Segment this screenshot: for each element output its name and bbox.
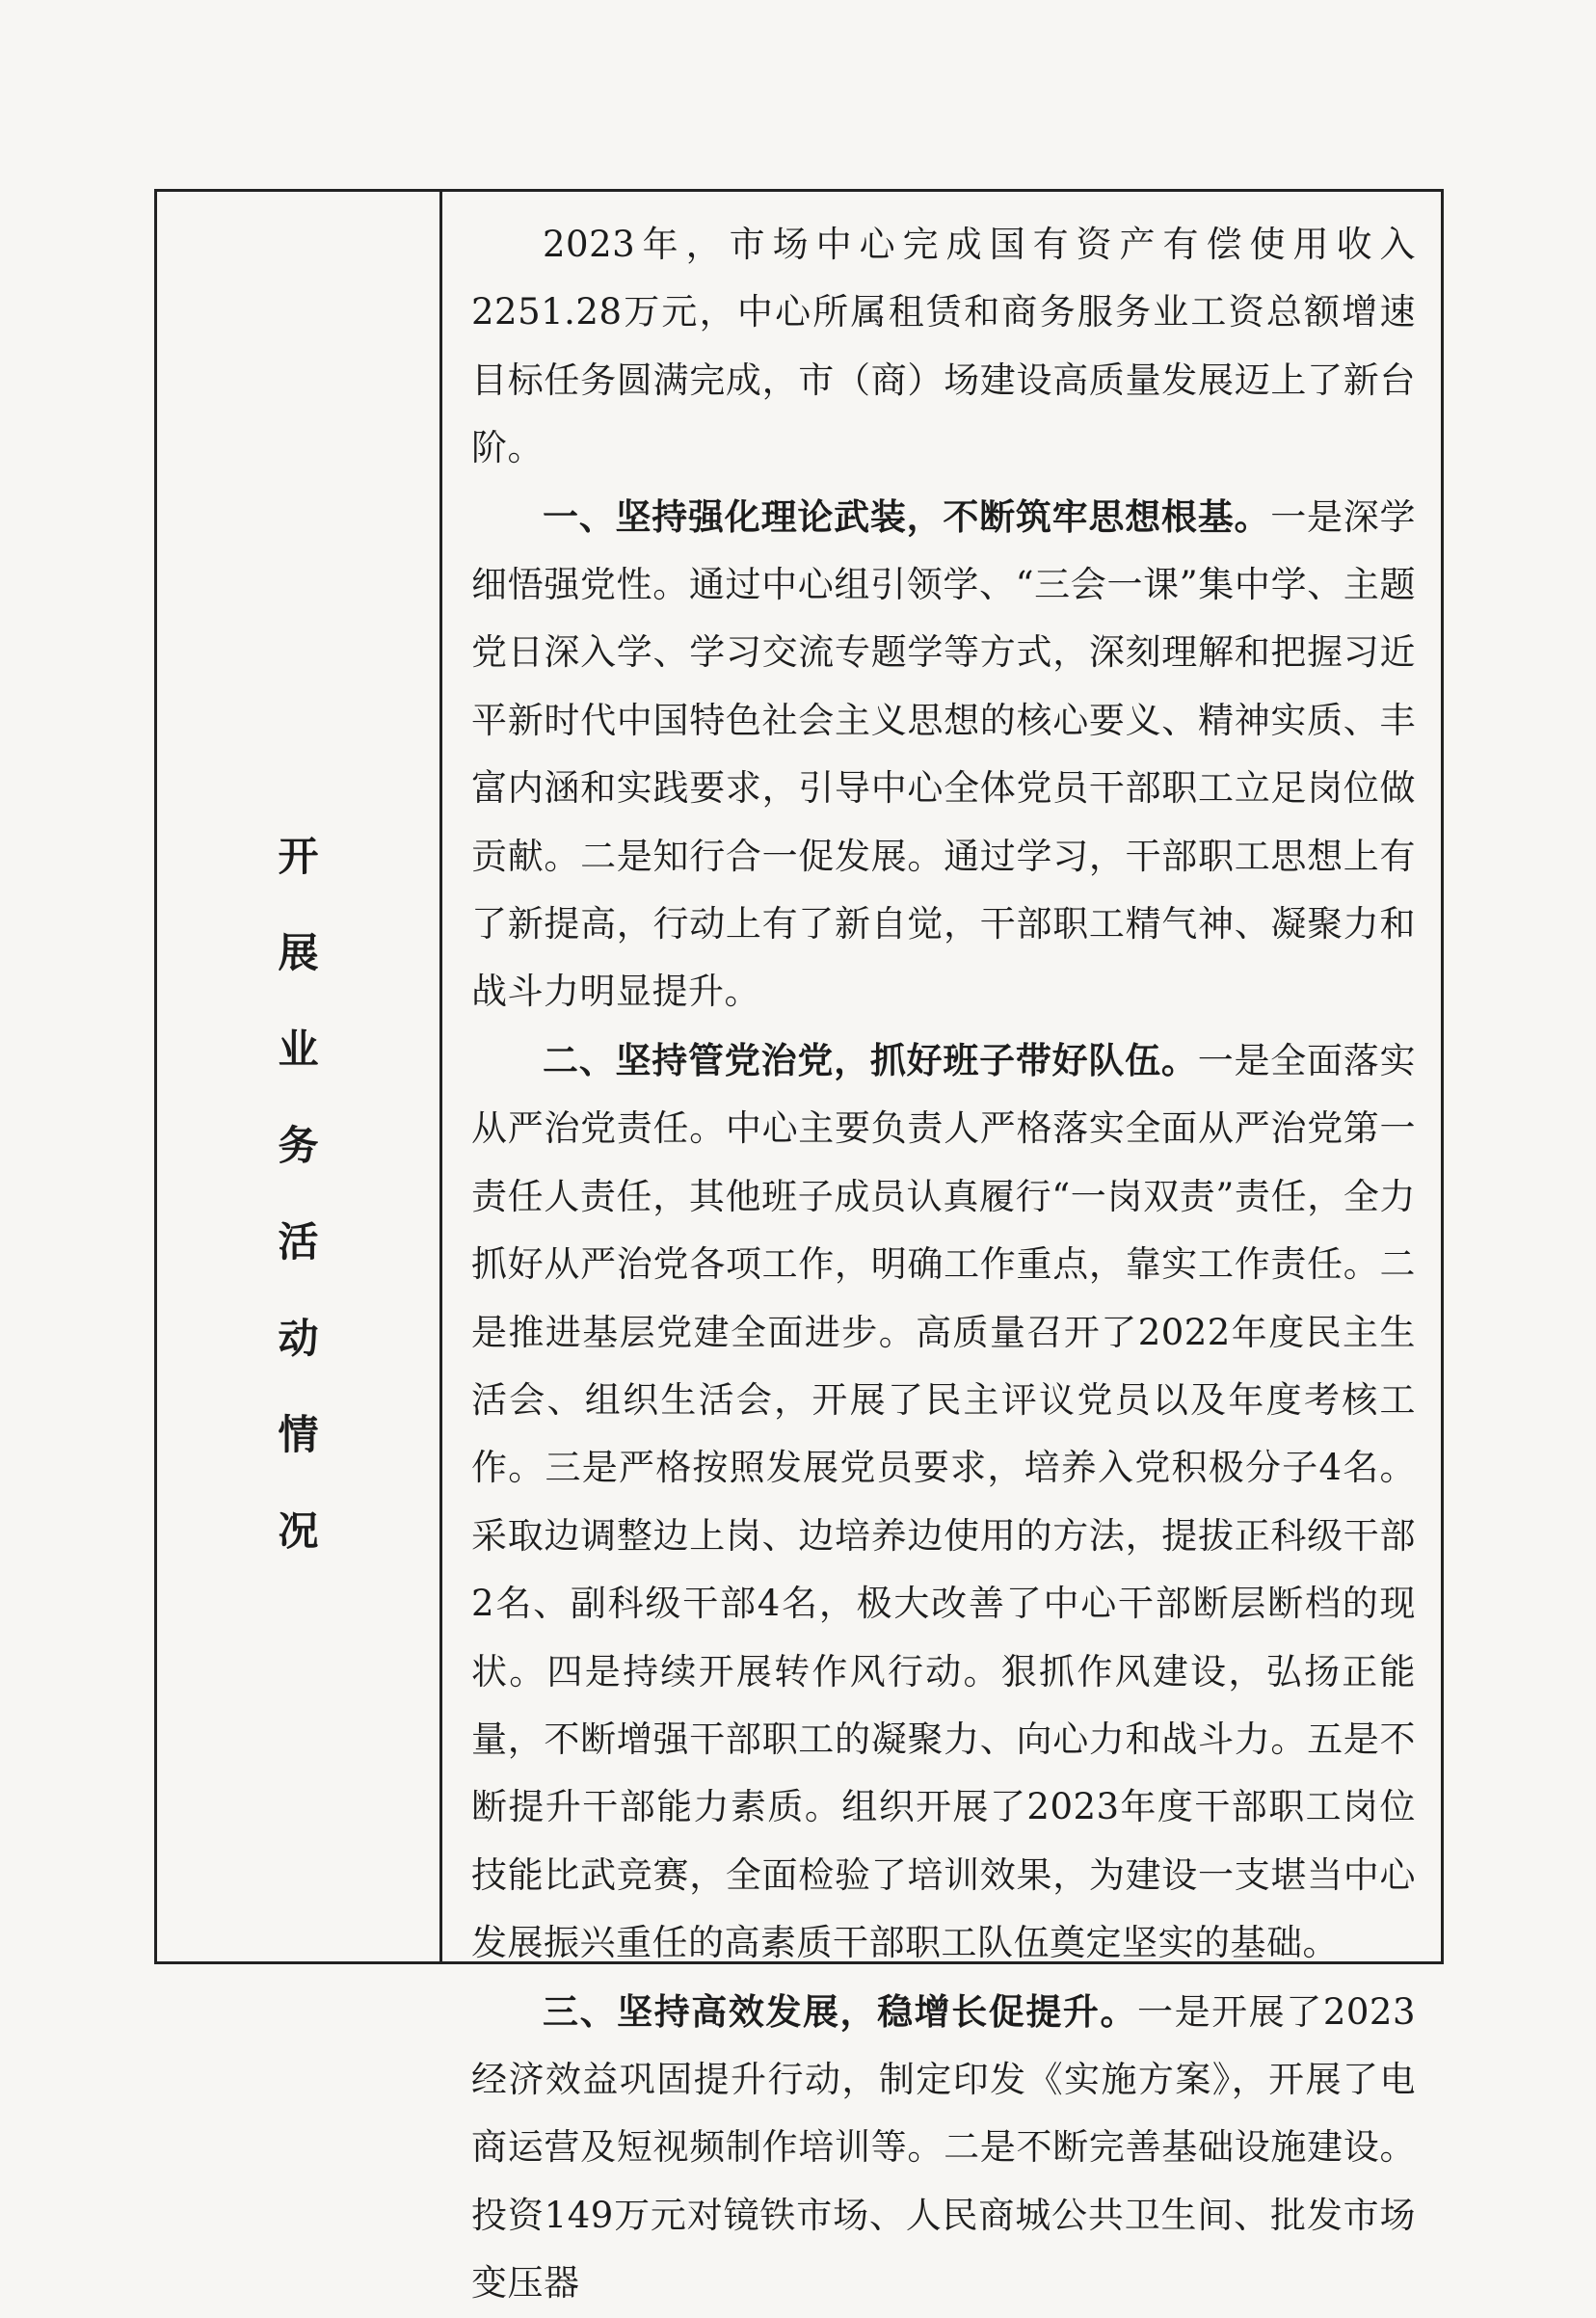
content-cell — [442, 192, 1441, 2305]
label-char: 动 — [278, 1315, 319, 1362]
label-char: 活 — [278, 1218, 319, 1266]
paragraph-text: 一是开展了2023经济效益巩固提升行动，制定印发《实施方案》，开展了电商运营及短视频制作培训等。二是不断完善基础设施建设。投资149万元对镜铁市场、人民商城公共卫生间、批发市场变压器 — [471, 1990, 1416, 2305]
paragraph-party — [471, 1026, 1416, 1978]
label-char: 业 — [278, 1026, 319, 1073]
label-char: 展 — [278, 929, 319, 976]
paragraph-theory — [471, 483, 1416, 1026]
section-label — [157, 809, 439, 1580]
form-table — [154, 189, 1444, 2305]
label-cell — [157, 192, 442, 1961]
paragraph-text: 一是全面落实从严治党责任。中心主要负责人严格落实全面从严治党第一责任人责任，其他班子成员认真履行“一岗双责”责任，全力抓好从严治党各项工作，明确工作重点，靠实工作责任。二是推进基层党建全面进步。高质量召开了2022年度民主生活会、组织生活会，开展了民主评议党员以及年度考核工作。三是严格按照发展党员要求，培养入党积极分子4名。采取边调整边上岗、边培养边使用的方法，提拔正科级干部2名、副科级干部4名，极大改善了中心干部断层断档的现状。四是持续开展转作风行动。狠抓作风建设，弘扬正能量，不断增强干部职工的凝聚力、向心力和战斗力。五是不断提升干部能力素质。组织开展了2023年度干部职工岗位技能比武竞赛，全面检验了培训效果，为建设一支堪当中心发展振兴重任的高素质干部职工队伍奠定坚实的基础。 — [471, 1039, 1417, 1964]
label-char: 情 — [278, 1411, 319, 1458]
paragraph-development — [471, 1978, 1416, 2318]
paragraph-intro — [471, 211, 1416, 483]
section-heading: 二、坚持管党治党，抓好班子带好队伍。 — [543, 1038, 1198, 1081]
label-char: 况 — [278, 1507, 319, 1555]
label-char: 开 — [278, 833, 319, 880]
label-char: 务 — [278, 1122, 319, 1169]
section-heading: 一、坚持强化理论武装，不断筑牢思想根基。 — [543, 494, 1271, 538]
section-heading: 三、坚持高效发展，稳增长促提升。 — [543, 1989, 1138, 2033]
paragraph-text: 一是深学细悟强党性。通过中心组引领学、“三会一课”集中学、主题党日深入学、学习交流专题学等方式，深刻理解和把握习近平新时代中国特色社会主义思想的核心要义、精神实质、丰富内涵和实践要求，引导中心全体党员干部职工立足岗位做贡献。二是知行合一促发展。通过学习，干部职工思想上有了新提高，行动上有了新自觉，干部职工精气神、凝聚力和战斗力明显提升。 — [471, 495, 1417, 1013]
paragraph-text: 2023年，市场中心完成国有资产有偿使用收入2251.28万元，中心所属租赁和商务服务业工资总额增速目标任务圆满完成，市（商）场建设高质量发展迈上了新台阶。 — [471, 224, 1416, 469]
